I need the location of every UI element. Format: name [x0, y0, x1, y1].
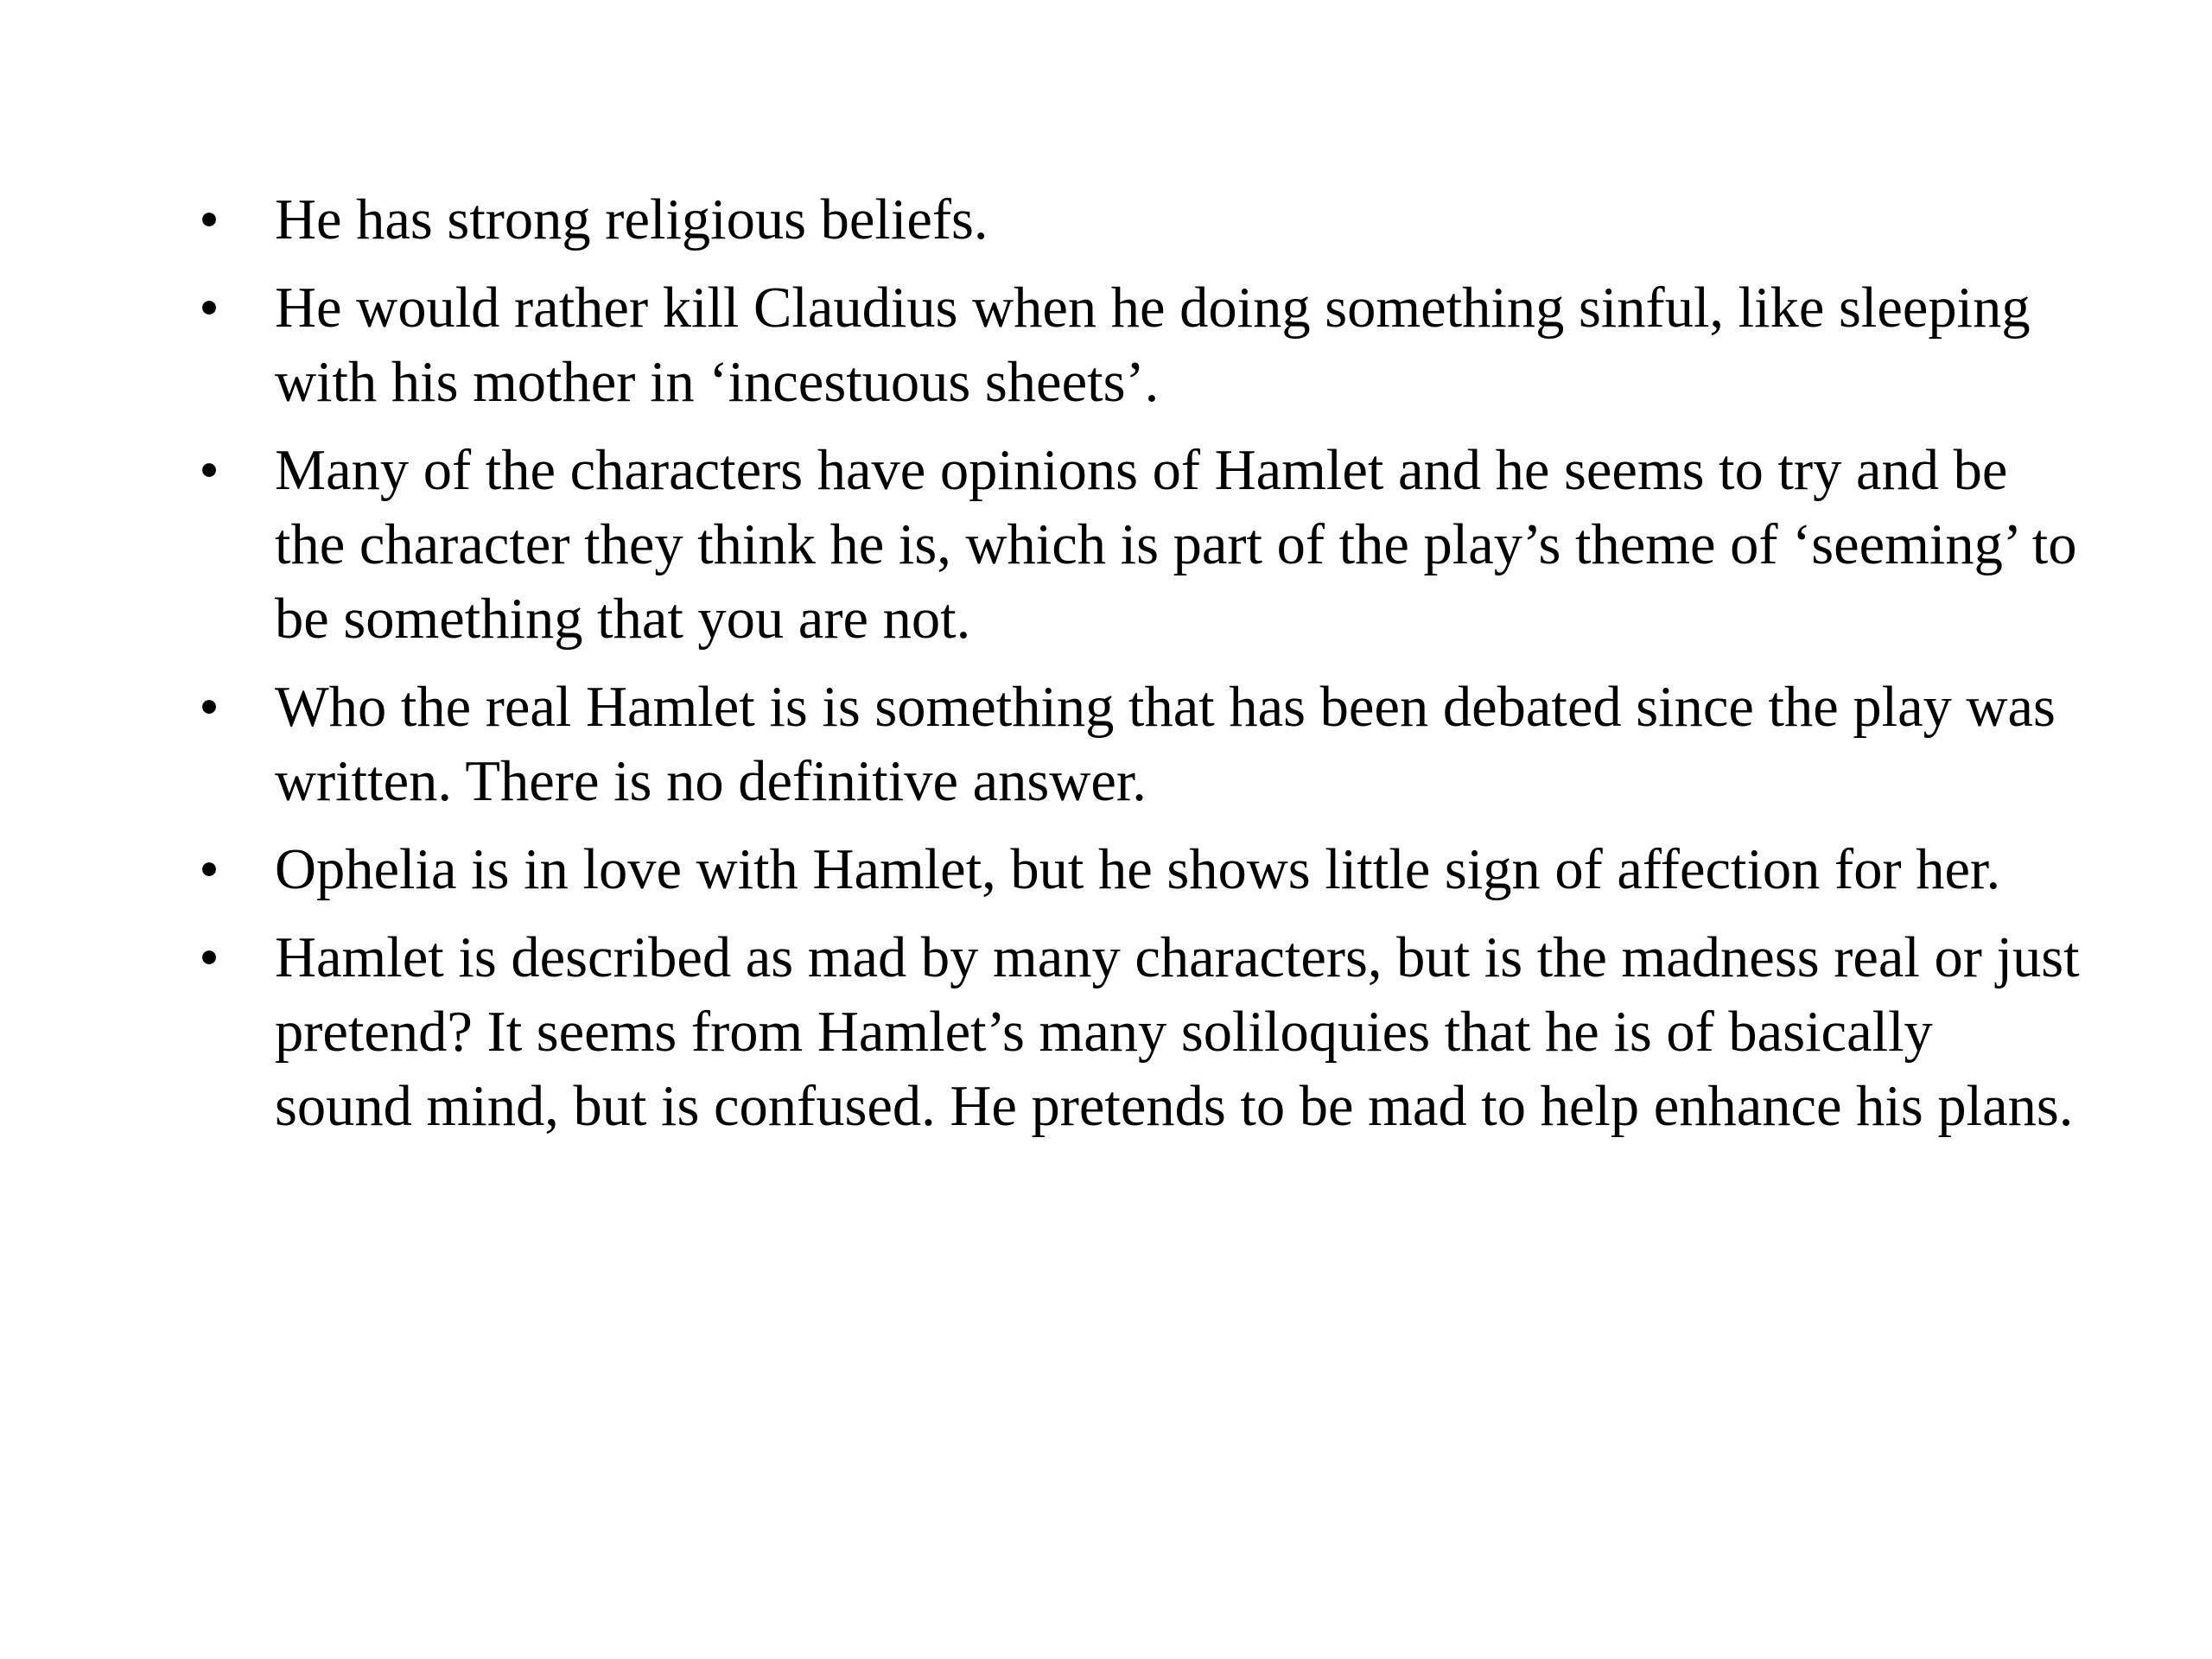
bullet-dot-icon: •: [199, 676, 219, 739]
bullet-item-1: [181, 183, 2082, 257]
bullet-item-6: [181, 921, 2082, 1144]
bullet-item-2: [181, 271, 2082, 420]
bullet-dot-icon: •: [199, 276, 219, 340]
bullet-text: Hamlet is described as mad by many characters, but is the madness real or just pretend? It seems from Hamlet’s many soliloquies that he is of basically sound mind, but is confused. He pretends to be mad to help enhance his plans.: [275, 926, 2080, 1138]
bullet-item-4: [181, 671, 2082, 819]
bullet-text: He has strong religious beliefs.: [275, 188, 988, 251]
bullet-dot-icon: •: [199, 439, 219, 502]
bullet-dot-icon: •: [199, 838, 219, 901]
bullet-text: He would rather kill Claudius when he doing something sinful, like sleeping with his mother in ‘incestuous sheets’.: [275, 276, 2031, 414]
bullet-list: [181, 183, 2082, 1158]
bullet-dot-icon: •: [199, 926, 219, 989]
bullet-item-3: [181, 434, 2082, 657]
bullet-dot-icon: •: [199, 188, 219, 251]
bullet-text: Who the real Hamlet is is something that has been debated since the play was written. There is no definitive answer.: [275, 676, 2056, 813]
bullet-text: Many of the characters have opinions of Hamlet and he seems to try and be the character they think he is, which is part of the play’s theme of ‘seeming’ to be something that you are not.: [275, 439, 2077, 651]
bullet-item-5: [181, 833, 2082, 907]
bullet-text: Ophelia is in love with Hamlet, but he shows little sign of affection for her.: [275, 838, 2001, 901]
